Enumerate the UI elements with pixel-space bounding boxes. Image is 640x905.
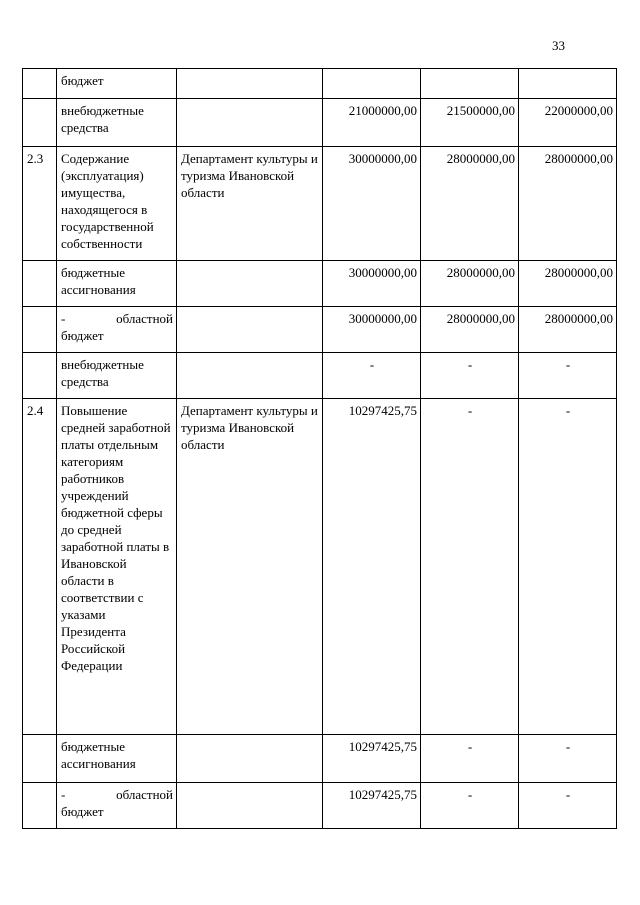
amount-year2-cell: 21500000,00 [421,99,519,147]
dash-marker: - [61,787,66,802]
amount-year3-cell: 28000000,00 [519,307,617,353]
amount-year3-cell: 28000000,00 [519,261,617,307]
amount-year1-cell [323,69,421,99]
amount-year1-cell: 10297425,75 [323,399,421,735]
amount-year1-cell: 30000000,00 [323,307,421,353]
row-number-cell [23,735,57,783]
executor-cell [177,353,323,399]
source-label-cell [57,783,177,829]
amount-year3-cell: - [519,735,617,783]
table-row [23,353,617,399]
executor-cell [177,69,323,99]
budget-table [22,68,617,829]
amount-year2-cell: - [421,353,519,399]
executor-cell: Департамент культуры и туризма Ивановской области [177,399,323,735]
source-label-rest: бюджет [61,328,104,343]
amount-year1-cell: 30000000,00 [323,261,421,307]
amount-year2-cell: - [421,399,519,735]
amount-year3-cell [519,69,617,99]
source-label-cell [57,307,177,353]
dash-marker: - [61,311,66,326]
table-row [23,69,617,99]
amount-year3-cell: - [519,783,617,829]
amount-year2-cell: 28000000,00 [421,147,519,261]
executor-cell [177,783,323,829]
amount-year2-cell [421,69,519,99]
row-number-cell [23,783,57,829]
source-label-word: областной [116,311,173,326]
amount-year1-cell: - [323,353,421,399]
source-label-rest: бюджет [61,804,104,819]
amount-year1-cell: 10297425,75 [323,783,421,829]
amount-year2-cell: 28000000,00 [421,307,519,353]
source-label-cell: внебюджетные средства [57,99,177,147]
table-row [23,783,617,829]
amount-year2-cell: - [421,783,519,829]
row-number-cell [23,261,57,307]
table-row [23,307,617,353]
amount-year2-cell: - [421,735,519,783]
source-label-cell: бюджетные ассигнования [57,261,177,307]
table-row [23,399,617,735]
table-row [23,261,617,307]
row-number-cell [23,69,57,99]
source-label-cell: внебюджетные средства [57,353,177,399]
activity-name-cell: Повышение средней заработной платы отдельным категориям работников учреждений бюджетной сферы до средней заработной платы в Ивановской области в соответствии с указами Президента Российской Федерации [57,399,177,735]
executor-cell: Департамент культуры и туризма Ивановской области [177,147,323,261]
source-label-cell: бюджет [57,69,177,99]
executor-cell [177,307,323,353]
page-number: 33 [552,38,565,53]
amount-year1-cell: 10297425,75 [323,735,421,783]
table-row [23,147,617,261]
activity-name-cell: Содержание (эксплуатация) имущества, находящегося в государственной собственности [57,147,177,261]
source-label-cell: бюджетные ассигнования [57,735,177,783]
executor-cell [177,735,323,783]
amount-year1-cell: 30000000,00 [323,147,421,261]
amount-year3-cell: 28000000,00 [519,147,617,261]
amount-year2-cell: 28000000,00 [421,261,519,307]
executor-cell [177,99,323,147]
amount-year3-cell: - [519,399,617,735]
row-number-cell [23,307,57,353]
row-number-cell: 2.4 [23,399,57,735]
amount-year3-cell: 22000000,00 [519,99,617,147]
row-number-cell [23,99,57,147]
amount-year3-cell: - [519,353,617,399]
source-label-word: областной [116,787,173,802]
row-number-cell: 2.3 [23,147,57,261]
executor-cell [177,261,323,307]
table-row [23,99,617,147]
amount-year1-cell: 21000000,00 [323,99,421,147]
table-row [23,735,617,783]
row-number-cell [23,353,57,399]
